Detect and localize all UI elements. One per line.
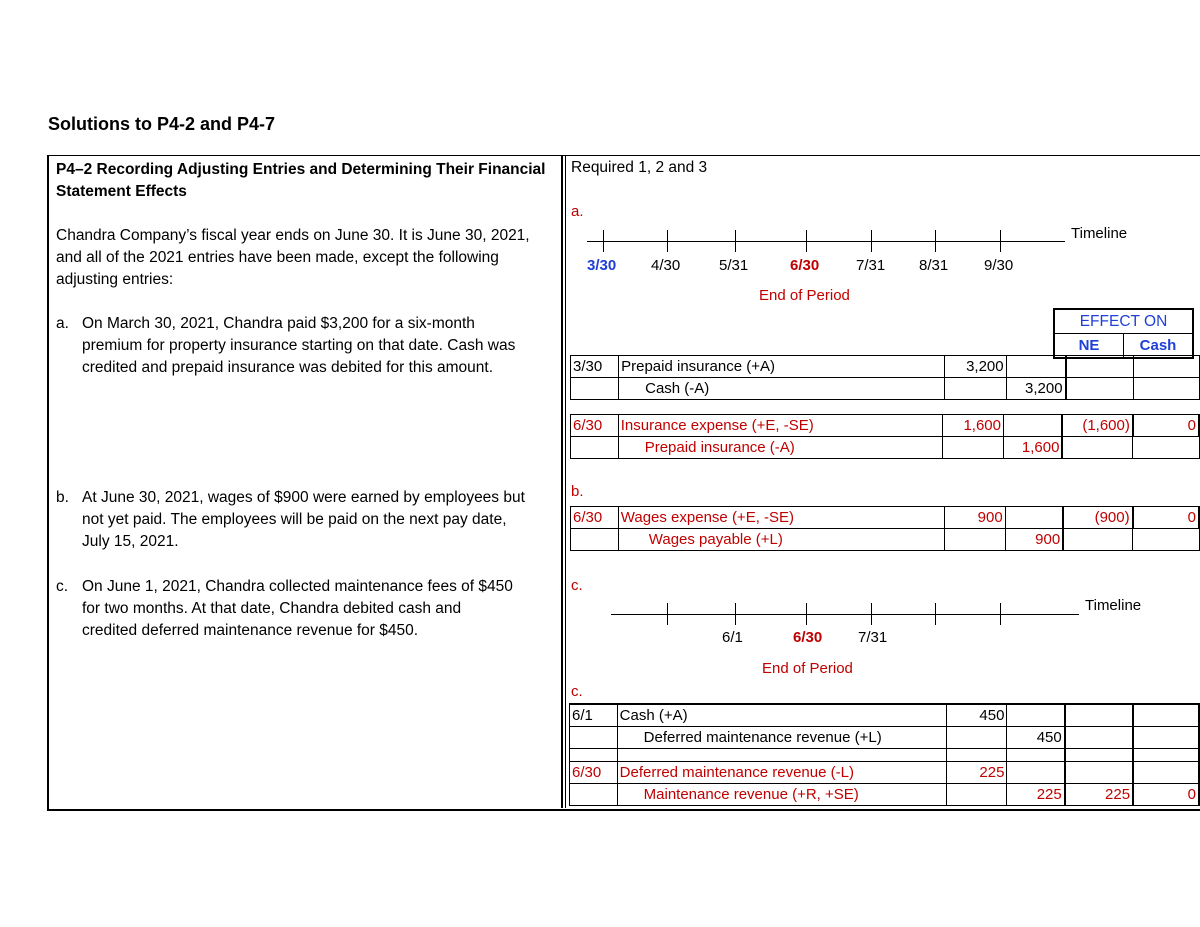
item-text-line: At June 30, 2021, wages of $900 were earned by employees but [82, 489, 525, 506]
timeline-date: 6/30 [793, 629, 823, 646]
spacer-cell [617, 749, 947, 762]
table-row [570, 784, 1200, 806]
entry-account: Cash (+A) [617, 704, 947, 727]
item-label: b. [56, 489, 69, 506]
entry-account: Deferred maintenance revenue (+L) [617, 727, 947, 749]
problem-intro-line: Chandra Company’s fiscal year ends on June 30. It is June 30, 2021, [56, 227, 530, 244]
timeline-date: 6/1 [722, 629, 743, 646]
entry-cash [1133, 437, 1199, 459]
entry-debit [944, 378, 1006, 400]
entry-account: Cash (-A) [619, 378, 945, 400]
entry-credit: 1,600 [1003, 437, 1062, 459]
entry-account: Wages payable (+L) [618, 529, 945, 551]
spacer-cell [1065, 749, 1133, 762]
entry-date [570, 727, 618, 749]
item-text-line: credited deferred maintenance revenue for $450. [82, 622, 419, 639]
timeline-tick [806, 230, 807, 252]
timeline-tick [806, 603, 807, 625]
timeline-date: 9/30 [984, 257, 1014, 274]
entry-date: 6/1 [570, 704, 618, 727]
entry-credit [1007, 762, 1065, 784]
entry-debit [945, 529, 1005, 551]
item-text-line: July 15, 2021. [82, 533, 179, 550]
entry-account: Insurance expense (+E, -SE) [618, 415, 942, 437]
timeline-tick [735, 230, 736, 252]
entry-account: Wages expense (+E, -SE) [618, 507, 945, 529]
entry-debit: 1,600 [942, 415, 1003, 437]
problem-heading-line2: Statement Effects [56, 183, 187, 200]
timeline-a-line [587, 241, 1065, 242]
timeline-tick [667, 230, 668, 252]
spacer-cell [1007, 749, 1065, 762]
entry-debit [947, 784, 1007, 806]
item-text-line: not yet paid. The employees will be paid on the next pay date, [82, 511, 507, 528]
entry-debit: 225 [947, 762, 1007, 784]
spacer-cell [570, 749, 618, 762]
entry-date: 6/30 [571, 415, 619, 437]
table-row [570, 727, 1200, 749]
journal-table-c-1 [569, 703, 1200, 806]
entry-date [571, 529, 619, 551]
timeline-tick [1000, 230, 1001, 252]
timeline-c-label: Timeline [1085, 597, 1142, 614]
timeline-c-line [611, 614, 1079, 615]
timeline-tick [935, 603, 936, 625]
entry-cash [1133, 529, 1199, 551]
entry-ne [1065, 762, 1133, 784]
item-text-line: On June 1, 2021, Chandra collected maintenance fees of $450 [82, 578, 513, 595]
entry-cash [1133, 727, 1199, 749]
timeline-date: 7/31 [856, 257, 886, 274]
entry-date [570, 784, 618, 806]
item-text-line: premium for property insurance starting on that date. Cash was [82, 337, 516, 354]
timeline-tick [667, 603, 668, 625]
column-divider-inner [565, 155, 566, 808]
entry-ne [1065, 704, 1133, 727]
end-of-period-label: End of Period [759, 287, 850, 304]
journal-table-b [570, 506, 1200, 551]
end-of-period-label: End of Period [762, 660, 853, 677]
effect-ne-header: NE [1055, 334, 1124, 357]
entry-date: 6/30 [570, 762, 618, 784]
timeline-tick [1000, 603, 1001, 625]
entry-ne: (900) [1063, 507, 1132, 529]
table-row [571, 378, 1200, 400]
timeline-date: 6/30 [790, 257, 820, 274]
entry-cash [1133, 762, 1199, 784]
page-title: Solutions to P4-2 and P4-7 [48, 114, 276, 134]
entry-cash [1133, 378, 1199, 400]
problem-heading-line1: P4–2 Recording Adjusting Entries and Determining Their Financial [56, 161, 546, 178]
effect-cash-header: Cash [1139, 337, 1177, 354]
entry-credit: 225 [1007, 784, 1065, 806]
problem-intro-line: and all of the 2021 entries have been made, except the following [56, 249, 499, 266]
table-row [571, 437, 1200, 459]
entry-debit: 450 [947, 704, 1007, 727]
timeline-date: 3/30 [587, 257, 617, 274]
entry-debit: 900 [945, 507, 1005, 529]
item-text-line: for two months. At that date, Chandra debited cash and [82, 600, 462, 617]
timeline-tick [935, 230, 936, 252]
timeline-date: 7/31 [858, 629, 888, 646]
entry-account: Maintenance revenue (+R, +SE) [617, 784, 947, 806]
spacer-cell [947, 749, 1007, 762]
entry-ne [1062, 437, 1132, 459]
journal-table-a-2 [570, 414, 1200, 459]
entry-cash [1133, 704, 1199, 727]
table-row [570, 749, 1200, 762]
entry-debit [942, 437, 1003, 459]
required-heading: Required 1, 2 and 3 [571, 159, 708, 176]
effect-on-title: EFFECT ON [1055, 310, 1192, 334]
item-text-line: credited and prepaid insurance was debited for this amount. [82, 359, 493, 376]
table-row [571, 507, 1200, 529]
entry-credit [1007, 704, 1065, 727]
entry-credit [1006, 356, 1065, 378]
entry-date: 3/30 [571, 356, 619, 378]
entry-date [571, 437, 619, 459]
entry-cash: 0 [1133, 784, 1199, 806]
column-divider [561, 155, 563, 808]
item-label: c. [56, 578, 69, 595]
table-row [571, 415, 1200, 437]
entry-date [571, 378, 619, 400]
effect-on-header [1053, 308, 1194, 359]
entry-debit [947, 727, 1007, 749]
entry-cash: 0 [1133, 415, 1199, 437]
entry-ne [1063, 529, 1132, 551]
entry-ne [1066, 378, 1134, 400]
entry-cash [1133, 356, 1199, 378]
entry-date: 6/30 [571, 507, 619, 529]
entry-ne: (1,600) [1062, 415, 1132, 437]
spacer-cell [1133, 749, 1199, 762]
timeline-date: 4/30 [651, 257, 681, 274]
item-label: a. [56, 315, 69, 332]
entry-account: Deferred maintenance revenue (-L) [617, 762, 947, 784]
part-c-label: c. [571, 577, 583, 594]
timeline-tick [871, 230, 872, 252]
entry-credit [1003, 415, 1062, 437]
item-text-line: On March 30, 2021, Chandra paid $3,200 for a six-month [82, 315, 475, 332]
table-row [571, 356, 1200, 378]
entry-account: Prepaid insurance (-A) [618, 437, 942, 459]
entry-credit: 3,200 [1006, 378, 1065, 400]
part-b-label: b. [571, 483, 584, 500]
problem-intro-line: adjusting entries: [56, 271, 174, 288]
entry-credit: 900 [1005, 529, 1063, 551]
table-row [570, 762, 1200, 784]
timeline-date: 8/31 [919, 257, 949, 274]
timeline-tick [603, 230, 604, 252]
entry-ne [1065, 727, 1133, 749]
entry-ne: 225 [1065, 784, 1133, 806]
table-row [570, 704, 1200, 727]
journal-table-a-1 [570, 355, 1200, 400]
timeline-date: 5/31 [719, 257, 749, 274]
entry-credit: 450 [1007, 727, 1065, 749]
table-row [571, 529, 1200, 551]
entry-account: Prepaid insurance (+A) [619, 356, 945, 378]
part-c-label-2: c. [571, 683, 583, 700]
entry-debit: 3,200 [944, 356, 1006, 378]
timeline-tick [871, 603, 872, 625]
entry-ne [1066, 356, 1134, 378]
entry-cash: 0 [1133, 507, 1199, 529]
part-a-label: a. [571, 203, 584, 220]
timeline-tick [735, 603, 736, 625]
timeline-a-label: Timeline [1071, 225, 1128, 242]
entry-credit [1005, 507, 1063, 529]
